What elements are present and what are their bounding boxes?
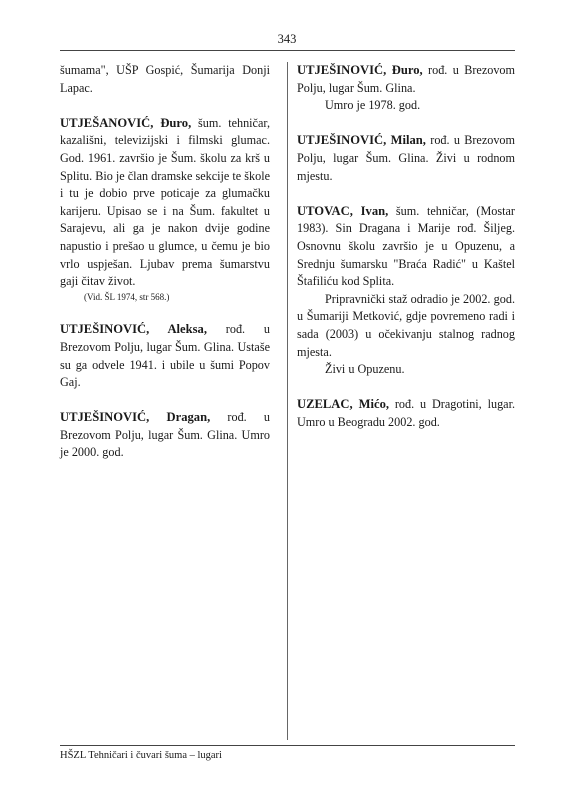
entry-name: UTJEŠINOVIĆ, Aleksa, bbox=[60, 322, 207, 337]
entry-text: šum. tehničar, kazališni, televizijski i filmski glumac. God. 1961. završio je Šum. školu za krš u Splitu. Bio je član dramske sekcije te škole i tu je dobio prve poticaje za glumačku karijeru. Upisao se i na Šum. fakultet u Sarajevu, ali ga je nakon dvije godine napustio i prešao u glumce, u čemu je bio vrlo uspješan. Ljubav prema šumarstvu gaji čitav život. bbox=[60, 115, 270, 289]
entry-utjesanovic-djuro bbox=[60, 115, 270, 304]
entry-text: rođ. u Dragotini, lugar. Umro u Beogradu 2002. god. bbox=[297, 397, 515, 429]
entry-name: UTJEŠINOVIĆ, Đuro, bbox=[297, 63, 423, 77]
entry-continuation: Umro je 1978. god. bbox=[325, 98, 421, 113]
intro-text: šumama", UŠP Gospić, Šumarija Donji Lapac. bbox=[60, 63, 270, 95]
entry-utjesinovic-milan bbox=[297, 132, 515, 185]
entry-name: UTJEŠINOVIĆ, Dragan, bbox=[60, 410, 211, 425]
entry-text: rođ. u Brezovom Polju, lugar Šum. Glina. Umro je 2000. god. bbox=[60, 410, 271, 460]
header-rule bbox=[60, 50, 515, 51]
entry-utjesinovic-aleksa bbox=[60, 321, 270, 391]
entry-text: rođ. u Brezovom Polju, lugar Šum. Glina. Živi u rodnom mjestu. bbox=[297, 133, 516, 183]
entry-utovac-ivan bbox=[297, 203, 515, 379]
entry-name: UTOVAC, Ivan, bbox=[297, 203, 389, 218]
entry-name: UTJEŠINOVIĆ, Milan, bbox=[297, 133, 426, 148]
left-column bbox=[60, 62, 270, 462]
entry-text: rođ. u Brezovom Polju, lugar Šum. Glina. Ustaše su ga odvele 1941. i ubile u šumi Popov Gaj. bbox=[60, 322, 270, 390]
entry-uzelac-mico bbox=[297, 396, 515, 431]
entry-name: UTJEŠANOVIĆ, Đuro, bbox=[60, 115, 192, 130]
entry-reference: (Vid. ŠL 1974, str 568.) bbox=[84, 291, 170, 302]
right-column bbox=[297, 62, 515, 431]
entry-utjesinovic-dragan bbox=[60, 409, 270, 462]
entry-name: UZELAC, Mićo, bbox=[297, 397, 390, 412]
entry-text: rođ. u Brezovom Polju, lugar Šum. Glina. bbox=[297, 63, 516, 95]
running-footer: HŠZL Tehničari i čuvari šuma – lugari bbox=[60, 750, 222, 761]
page-number: 343 bbox=[277, 32, 297, 46]
footer-rule bbox=[60, 745, 515, 746]
entry-utjesinovic-djuro bbox=[297, 62, 515, 115]
column-divider bbox=[287, 62, 288, 740]
entry-continuation: Pripravnički staž odradio je 2002. god. u Šumariji Metković, gdje povremeno radi i sada (2003) u očekivanju stalnog radnog mjesta. bbox=[297, 291, 515, 359]
entry-continuation: Živi u Opuzenu. bbox=[325, 362, 405, 377]
entry-text: šum. tehničar, (Mostar 1983). Sin Dragana i Marije rođ. Šiljeg. Osnovnu školu završio je u Opuzenu, a Srednju šumarsku "Braća Radić" u Kaštel Štafiliću kod Splita. bbox=[297, 203, 515, 289]
